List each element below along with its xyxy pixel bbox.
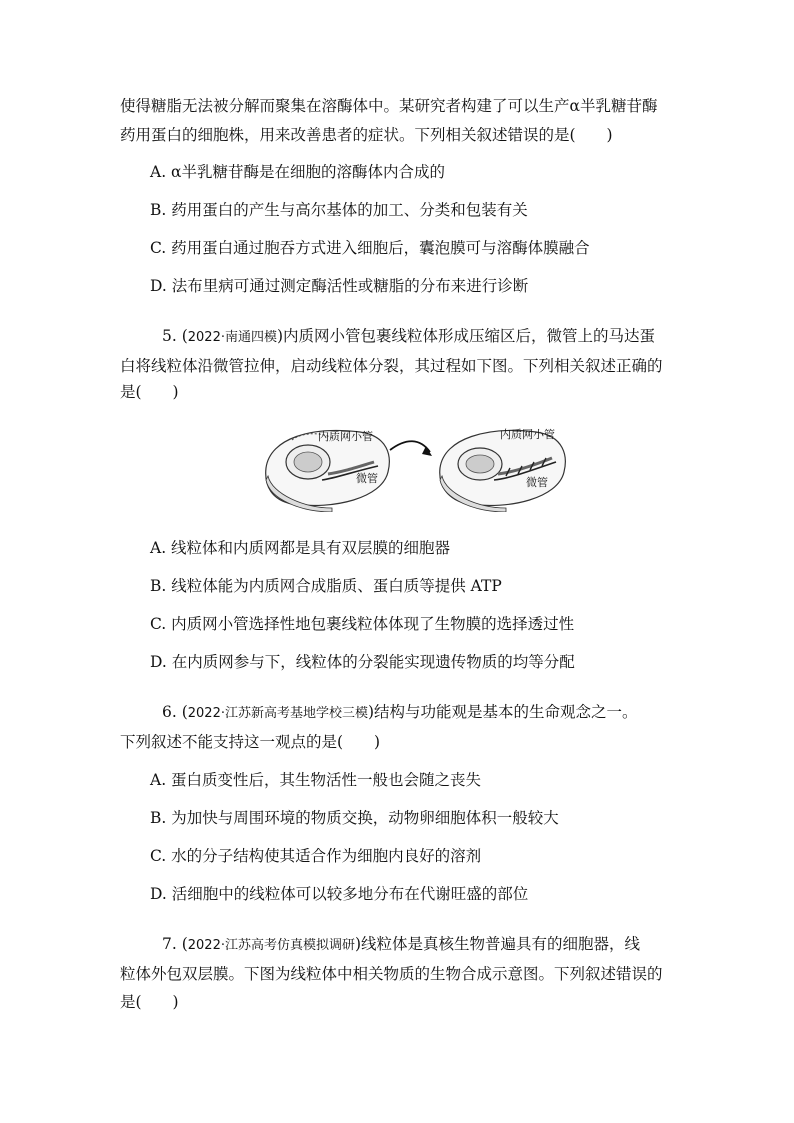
q5-option-b: B. 线粒体能为内质网合成脂质、蛋白质等提供 ATP (150, 577, 502, 595)
q5-number: 5. ( (162, 327, 188, 345)
q4-option-a: A. α半乳糖苷酶是在细胞的溶酶体内合成的 (150, 163, 446, 181)
left-mt-label: 微管 (356, 473, 378, 485)
q7-stem-line-1 (162, 934, 676, 955)
arrow-icon (390, 441, 432, 456)
q5-stem-text: )内质网小管包裹线粒体形成压缩区后，微管上的马达蛋 (276, 327, 656, 345)
q5-stem-line-2: 白将线粒体沿微管拉伸，启动线粒体分裂，其过程如下图。下列相关叙述正确的 (120, 357, 663, 375)
q6-stem-line-1 (162, 702, 676, 723)
q6-option-b: B. 为加快与周围环境的物质交换，动物卵细胞体积一般较大 (150, 809, 559, 827)
q5-option-c: C. 内质网小管选择性地包裹线粒体体现了生物膜的选择透过性 (150, 615, 575, 633)
q5-stem-line-1 (162, 326, 676, 347)
q5-source: 2022·南通四模 (187, 330, 277, 345)
q7-stem-text: )线粒体是真核生物普遍具有的细胞器，线 (354, 935, 641, 953)
q6-option-a: A. 蛋白质变性后，其生物活性一般也会随之丧失 (150, 771, 482, 789)
cell-before-fission (266, 429, 390, 512)
mitochondrial-fission-figure (262, 420, 568, 512)
q4-option-b: B. 药用蛋白的产生与高尔基体的加工、分类和包装有关 (150, 201, 528, 219)
q6-stem-text: )结构与功能观是基本的生命观念之一。 (367, 703, 638, 721)
q6-stem-line-2: 下列叙述不能支持这一观点的是( ) (120, 733, 381, 751)
q6-number: 6. ( (162, 703, 188, 721)
q6-source: 2022·江苏新高考基地学校三模 (187, 706, 368, 721)
q6-option-d: D. 活细胞中的线粒体可以较多地分布在代谢旺盛的部位 (150, 885, 529, 903)
q7-source: 2022·江苏高考仿真模拟调研 (187, 938, 355, 953)
q4-stem-line-2: 药用蛋白的细胞株，用来改善患者的症状。下列相关叙述错误的是( ) (120, 126, 613, 144)
q5-option-d: D. 在内质网参与下，线粒体的分裂能实现遗传物质的均等分配 (150, 653, 575, 671)
right-mt-label: 微管 (526, 477, 548, 489)
left-er-label: 内质网小管 (318, 431, 373, 443)
q4-option-d: D. 法布里病可通过测定酶活性或糖脂的分布来进行诊断 (150, 277, 529, 295)
q7-number: 7. ( (162, 935, 188, 953)
q7-stem-line-3: 是( ) (120, 993, 179, 1011)
q5-stem-line-3: 是( ) (120, 383, 179, 401)
cell-after-fission (440, 427, 566, 512)
q7-stem-line-2: 粒体外包双层膜。下图为线粒体中相关物质的生物合成示意图。下列叙述错误的 (120, 965, 663, 983)
q6-option-c: C. 水的分子结构使其适合作为细胞内良好的溶剂 (150, 847, 482, 865)
q4-option-c: C. 药用蛋白通过胞吞方式进入细胞后，囊泡膜可与溶酶体膜融合 (150, 239, 590, 257)
q5-option-a: A. 线粒体和内质网都是具有双层膜的细胞器 (150, 539, 451, 557)
q4-stem-line-1: 使得糖脂无法被分解而聚集在溶酶体中。某研究者构建了可以生产α半乳糖苷酶 (120, 97, 658, 115)
right-er-label: 内质网小管 (500, 429, 555, 441)
